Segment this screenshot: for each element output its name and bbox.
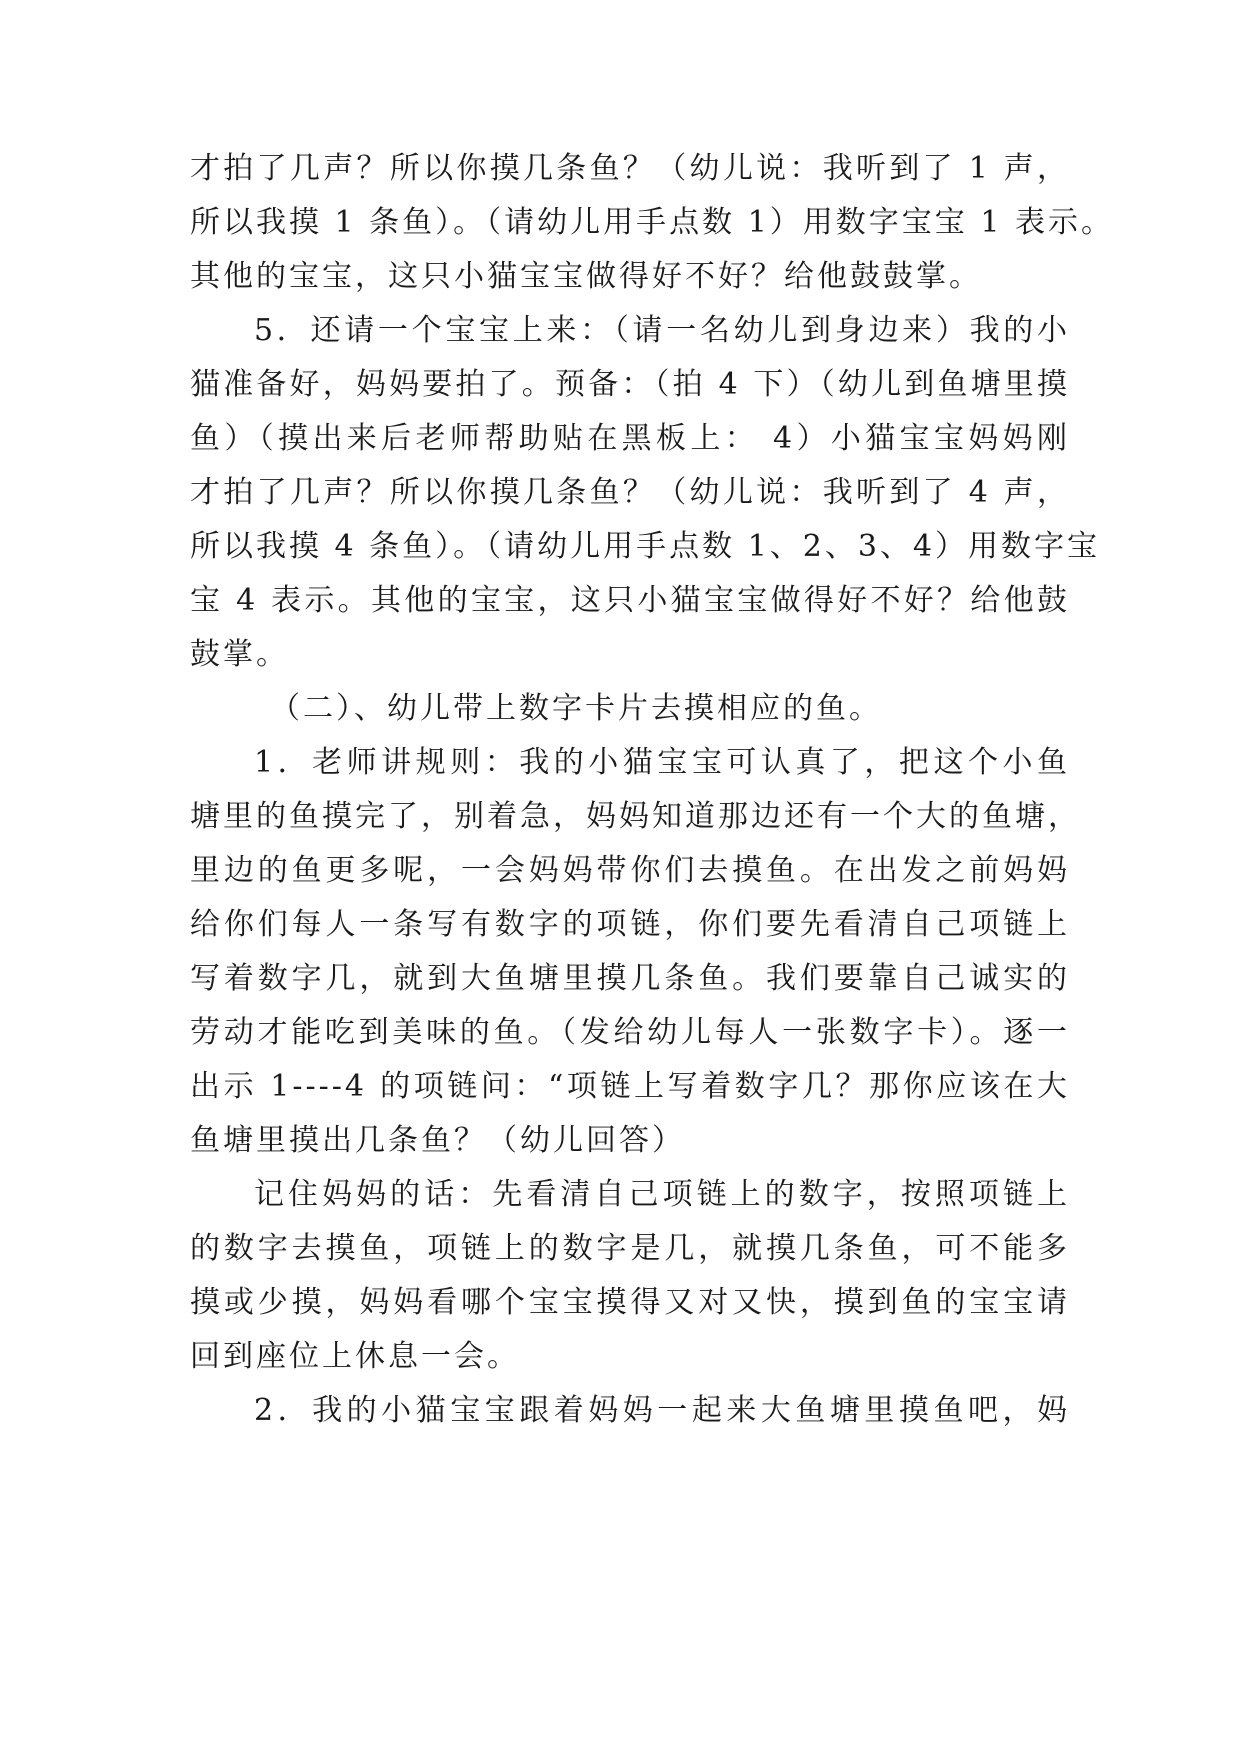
- text-line: 所以我摸 4 条鱼）。（请幼儿用手点数 1、2、3、4）用数字宝: [190, 529, 1101, 564]
- text-line: 里边的鱼更多呢，一会妈妈带你们去摸鱼。在出发之前妈妈: [190, 853, 1070, 888]
- paragraph-first-line: 5．还请一个宝宝上来：（请一名幼儿到身边来）我的小: [254, 313, 1070, 348]
- text-line: 其他的宝宝，这只小猫宝宝做得好不好？给他鼓鼓掌。: [190, 259, 982, 294]
- text-line: 宝 4 表示。其他的宝宝，这只小猫宝宝做得好不好？给他鼓: [190, 583, 1070, 618]
- text-line: 鱼）（摸出来后老师帮助贴在黑板上： 4）小猫宝宝妈妈刚: [190, 421, 1070, 456]
- text-line: 猫准备好，妈妈要拍了。预备：（拍 4 下）（幼儿到鱼塘里摸: [190, 367, 1070, 402]
- text-line: 给你们每人一条写有数字的项链，你们要先看清自己项链上: [190, 907, 1070, 942]
- text-line: 的数字去摸鱼，项链上的数字是几，就摸几条鱼，可不能多: [190, 1231, 1070, 1266]
- text-line: 写着数字几，就到大鱼塘里摸几条鱼。我们要靠自己诚实的: [190, 961, 1070, 996]
- text-line: 才拍了几声？所以你摸几条鱼？（幼儿说：我听到了 4 声，: [190, 475, 1070, 510]
- text-line: 鼓掌。: [190, 637, 289, 672]
- text-line: 劳动才能吃到美味的鱼。（发给幼儿每人一张数字卡）。逐一: [190, 1015, 1070, 1050]
- text-line: 塘里的鱼摸完了，别着急，妈妈知道那边还有一个大的鱼塘，: [190, 799, 1081, 834]
- text-line: 摸或少摸，妈妈看哪个宝宝摸得又对又快，摸到鱼的宝宝请: [190, 1285, 1070, 1320]
- paragraph-first-line: 记住妈妈的话：先看清自己项链上的数字，按照项链上: [254, 1177, 1070, 1212]
- text-line: 所以我摸 1 条鱼）。（请幼儿用手点数 1）用数字宝宝 1 表示。: [190, 205, 1114, 240]
- text-line: 鱼塘里摸出几条鱼？（幼儿回答）: [190, 1123, 685, 1158]
- text-line: 回到座位上休息一会。: [190, 1339, 520, 1374]
- text-line: 才拍了几声？所以你摸几条鱼？（幼儿说：我听到了 1 声，: [190, 151, 1070, 186]
- section-heading: （二）、幼儿带上数字卡片去摸相应的鱼。: [270, 691, 882, 726]
- paragraph-first-line: 1．老师讲规则：我的小猫宝宝可认真了，把这个小鱼: [254, 745, 1070, 780]
- paragraph-first-line: 2．我的小猫宝宝跟着妈妈一起来大鱼塘里摸鱼吧，妈: [254, 1393, 1070, 1428]
- text-line: 出示 1----4 的项链问：“项链上写着数字几？那你应该在大: [190, 1069, 1070, 1104]
